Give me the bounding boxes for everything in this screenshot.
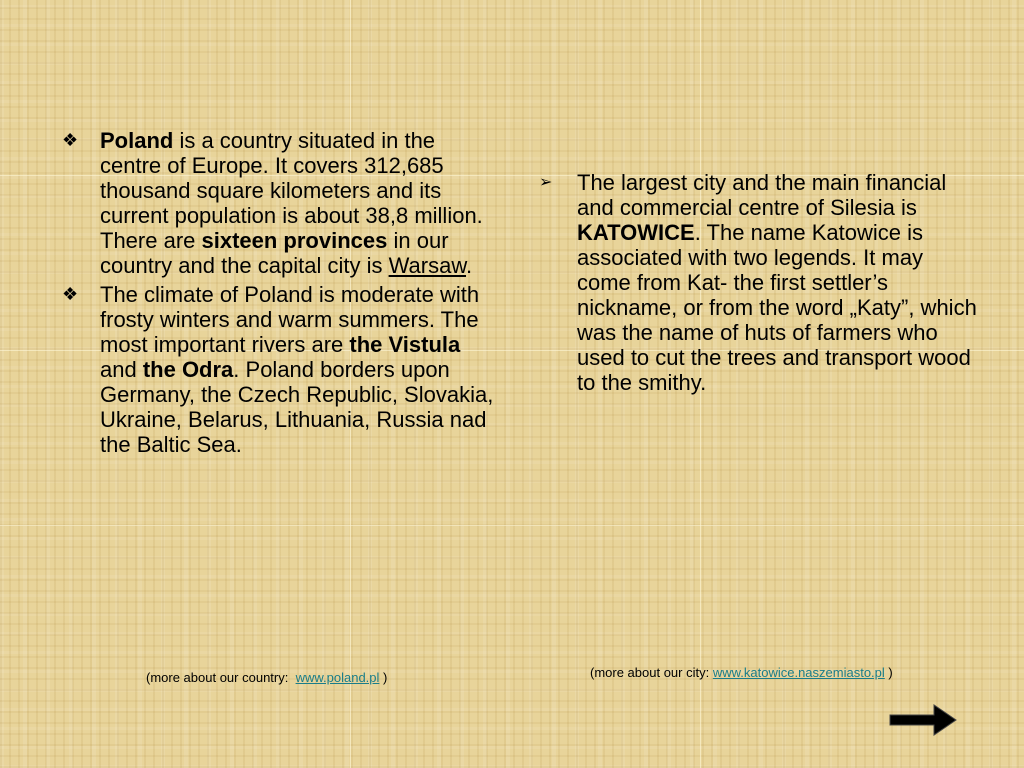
vistula-bold: the Vistula [349, 332, 461, 357]
bullet-item-katowice [537, 170, 977, 395]
item-text: in our country and the capital city is [100, 228, 449, 278]
footnote-prefix: (more about our city: [590, 665, 713, 680]
item-text: The largest city and the main financial and commercial centre of Silesia is [577, 170, 947, 220]
footnote-prefix: (more about our country: [146, 670, 296, 685]
katowice-bold: KATOWICE [577, 220, 695, 245]
capital-warsaw: Warsaw [388, 253, 467, 278]
left-text-column [62, 128, 502, 461]
bullet-item-poland [62, 128, 502, 278]
diamond-bullet-icon: ❖ [62, 130, 79, 150]
odra-bold: the Odra [142, 357, 234, 382]
poland-bold: Poland [100, 128, 174, 153]
item-text: . Poland borders upon Germany, the Czech Republic, Slovakia, Ukraine, Belarus, Lithuania, Russia nad the Baltic Sea. [100, 357, 494, 457]
provinces-bold: sixteen provinces [201, 228, 388, 253]
katowice-link[interactable]: www.katowice.naszemiasto.pl [712, 665, 885, 680]
right-text-column [537, 170, 977, 399]
item-text: . [466, 253, 473, 278]
country-footnote [146, 670, 387, 686]
right-arrow-icon[interactable] [888, 703, 958, 737]
item-text: and [100, 357, 143, 382]
bullet-item-climate [62, 282, 502, 457]
footnote-suffix: ) [884, 665, 893, 680]
footnote-suffix: ) [379, 670, 388, 685]
arrow-bullet-icon: ➢ [539, 174, 553, 191]
item-text: The climate of Poland is moderate with frosty winters and warm summers. The most important rivers are [100, 282, 480, 357]
poland-link[interactable]: www.poland.pl [295, 670, 380, 685]
item-text: is a country situated in the centre of Europe. It covers 312,685 thousand square kilometers and its current population is about 38,8 million. There are [100, 128, 483, 253]
diamond-bullet-icon: ❖ [62, 284, 79, 304]
background-seam [0, 525, 1024, 526]
city-footnote [590, 665, 893, 681]
item-text: . The name Katowice is associated with two legends. It may come from Kat- the first settler’s nickname, or from the word „Katy”, which was the name of huts of farmers who used to cut the trees and transport wood to the smithy. [577, 220, 977, 395]
